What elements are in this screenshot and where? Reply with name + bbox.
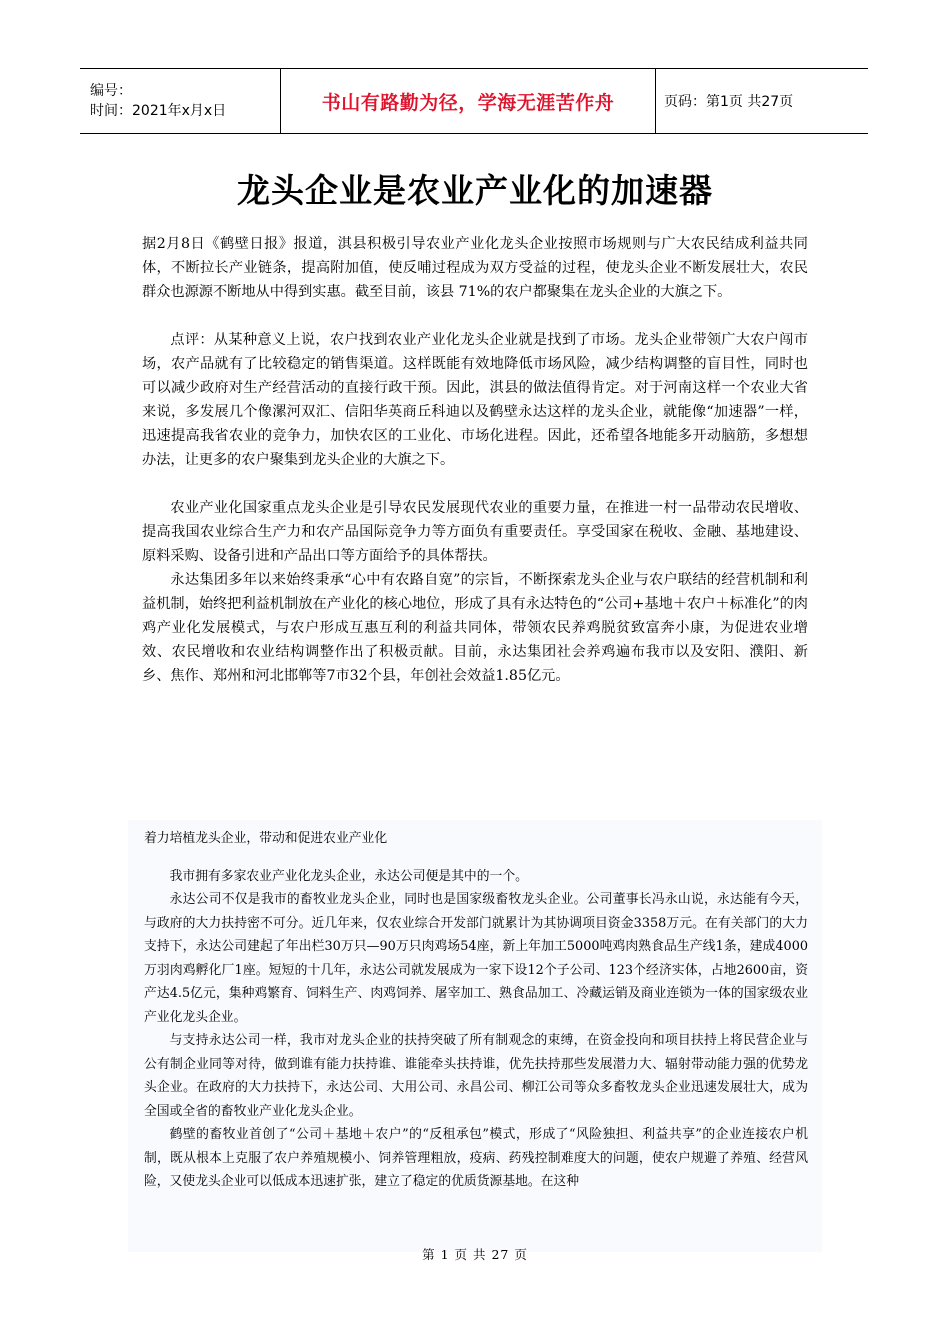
paragraph: 永达集团多年以来始终秉承“心中有农路自宽”的宗旨，不断探索龙头企业与农户联结的经营机制和利益机制，始终把利益机制放在产业化的核心地位，形成了具有永达特色的“公司+基地＋农户＋标准化”的肉鸡产业化发展模式，与农户形成互惠互利的利益共同体，带领农民养鸡脱贫致富奔小康，为促进农业增效、农民增收和农业结构调整作出了积极贡献。目前，永达集团社会养鸡遍布我市以及安阳、濮阳、新乡、焦作、郑州和河北邯郸等7市32个县，年创社会效益1.85亿元。 [142, 572, 808, 684]
paragraph: 点评：从某种意义上说，农户找到农业产业化龙头企业就是找到了市场。龙头企业带领广大农户闯市场，农产品就有了比较稳定的销售渠道。这样既能有效地降低市场风险，减少结构调整的盲目性，同时也可以减少政府对生产经营活动的直接行政干预。因此，淇县的做法值得肯定。对于河南这样一个农业大省来说，多发展几个像漯河双汇、信阳华英商丘科迪以及鹤壁永达这样的龙头企业，就能像“加速器”一样，迅速提高我省农业的竞争力，加快农区的工业化、市场化进程。因此，还希望各地能多开动脑筋，多想想办法，让更多的农户聚集到龙头企业的大旗之下。 [142, 332, 808, 468]
page-title: 龙头企业是农业产业化的加速器 [237, 171, 713, 210]
header-meta [80, 69, 280, 133]
number-label: 编号： [90, 83, 132, 99]
page-footer: 第 1 页 共 27 页 [422, 1247, 528, 1262]
paragraph: 我市拥有多家农业产业化龙头企业，永达公司便是其中的一个。 [169, 868, 528, 884]
motto: 书山有路勤为径，学海无涯苦作舟 [321, 91, 615, 114]
page-info: 页码：第1页 共27页 [664, 94, 794, 110]
paragraph: 农业产业化国家重点龙头企业是引导农民发展现代农业的重要力量，在推进一村一品带动农民增收、提高我国农业综合生产力和农产品国际竞争力等方面负有重要责任。享受国家在税收、金融、基地建设、原料采购、设备引进和产品出口等方面给予的具体帮扶。 [142, 500, 808, 564]
paragraph: 据2月8日《鹤壁日报》报道，淇县积极引导农业产业化龙头企业按照市场规则与广大农民结成利益共同体，不断拉长产业链条，提高附加值，使反哺过程成为双方受益的过程，使龙头企业不断发展壮大，农民群众也源源不断地从中得到实惠。截至目前，该县 71%的农户都聚集在龙头企业的大旗之下。 [142, 236, 808, 300]
paragraph: 鹤壁的畜牧业首创了“公司＋基地＋农户”的“反租承包”模式，形成了“风险独担、利益共享”的企业连接农户机制，既从根本上克服了农户养殖规模小、饲养管理粗放，疫病、药残控制难度大的问题，使农户规避了养殖、经营风险，又使龙头企业可以低成本迅速扩张，建立了稳定的优质货源基地。在这种 [144, 1127, 808, 1189]
paragraph: 与支持永达公司一样，我市对龙头企业的扶持突破了所有制观念的束缚，在资金投向和项目扶持上将民营企业与公有制企业同等对待，做到谁有能力扶持谁、谁能牵头扶持谁，优先扶持那些发展潜力大、辐射带动能力强的优势龙头企业。在政府的大力扶持下，永达公司、大用公司、永昌公司、柳江公司等众多畜牧龙头企业迅速发展壮大，成为全国或全省的畜牧业产业化龙头企业。 [144, 1033, 808, 1119]
section-2 [144, 827, 808, 1194]
time-label: 时间：2021年x月x日 [90, 103, 227, 119]
header-motto-cell [280, 69, 656, 133]
paragraph: 永达公司不仅是我市的畜牧业龙头企业，同时也是国家级畜牧龙头企业。公司董事长冯永山说，永达能有今天，与政府的大力扶持密不可分。近几年来，仅农业综合开发部门就累计为其协调项目资金3358万元。在有关部门的大力支持下，永达公司建起了年出栏30万只—90万只肉鸡场54座，新上年加工5000吨鸡肉熟食品生产线1条，建成4000万羽肉鸡孵化厂1座。短短的十几年，永达公司就发展成为一家下设12个子公司、123个经济实体，占地2600亩，资产达4.5亿元，集种鸡繁育、饲料生产、肉鸡饲养、屠宰加工、熟食品加工、冷藏运销及商业连锁为一体的国家级农业产业化龙头企业。 [144, 892, 808, 1025]
header-page-cell [656, 69, 868, 133]
section-1 [142, 232, 808, 688]
section-heading: 着力培植龙头企业，带动和促进农业产业化 [144, 831, 388, 846]
header-table [80, 68, 868, 134]
